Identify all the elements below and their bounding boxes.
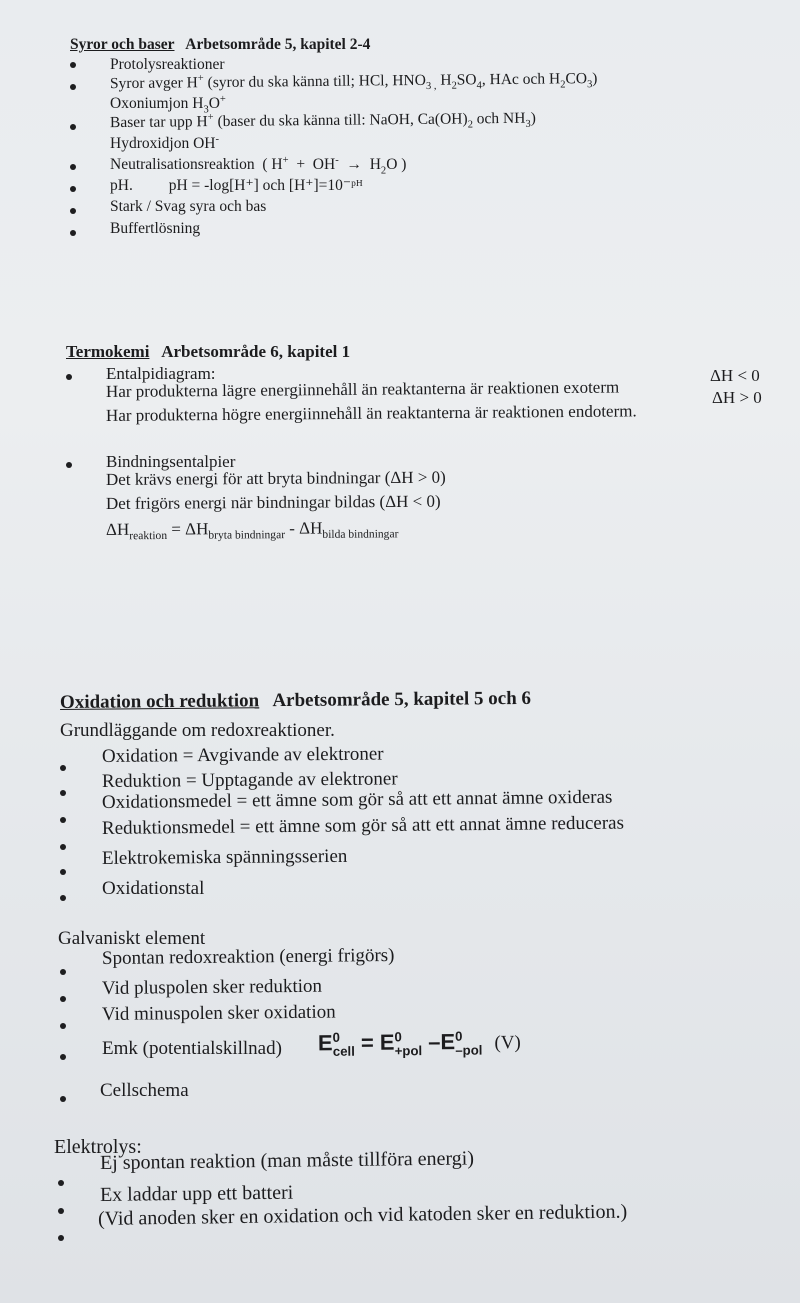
bullet xyxy=(70,164,76,170)
list-item: Vid minuspolen sker oxidation xyxy=(101,1001,336,1025)
list-item: Bindningsentalpier xyxy=(106,452,236,471)
ph-formula: pH = -log[H⁺] och [H⁺]=10⁻ᵖᴴ xyxy=(168,177,363,194)
list-item: Reduktionsmedel = ett ämne som gör så att ett annat ämne reduceras xyxy=(101,812,625,839)
bullet xyxy=(70,62,76,68)
list-item: Oxoniumjon $H_3O^+$ xyxy=(110,94,226,116)
section-heading-acids-bases xyxy=(70,36,370,54)
bullet xyxy=(60,869,66,875)
bullet xyxy=(60,765,66,771)
bullet xyxy=(60,969,66,975)
bullet xyxy=(60,817,66,823)
section-heading-redox xyxy=(60,688,531,714)
list-item: Ej spontan reaktion (man måste tillföra energi) xyxy=(99,1147,475,1174)
bullet xyxy=(70,84,76,90)
enthalpy-formula: $\Delta H_{reaktion} = \Delta H_{bryta bindningar} - \Delta H_{bilda bindningar}$ xyxy=(105,518,399,543)
bullet xyxy=(60,895,66,901)
bullet xyxy=(70,230,76,236)
list-item: Cellschema xyxy=(100,1080,189,1101)
list-item: Reduktion = Upptagande av elektroner xyxy=(101,768,398,792)
list-item: Hydroxidjon OH- xyxy=(110,134,219,153)
list-item: pH. pH = -log[H⁺] och [H⁺]=10⁻ᵖᴴ xyxy=(110,177,363,194)
bullet xyxy=(60,996,66,1002)
bullet xyxy=(66,462,72,468)
list-item: Oxidationsmedel = ett ämne som gör så att ett annat ämne oxideras xyxy=(101,786,613,813)
section-heading-thermochem xyxy=(66,342,350,362)
bullet xyxy=(58,1235,64,1241)
bullet xyxy=(60,790,66,796)
list-item: Oxidation = Avgivande av elektroner xyxy=(101,743,384,767)
emk-formula: $E^0_{cell} = E^0_{+pol}$ $-E^0_{-pol}$ (V) xyxy=(317,1028,521,1059)
section-subtitle: Arbetsområde 6, kapitel 1 xyxy=(161,342,351,361)
bullet xyxy=(66,374,72,380)
list-item: Entalpidiagram: xyxy=(106,364,216,383)
section-subtitle: Arbetsområde 5, kapitel 5 och 6 xyxy=(272,687,532,712)
list-item: Baser tar upp H+ (baser du ska känna till: NaOH, $Ca(OH)_2$ och $NH_3$) xyxy=(109,109,536,132)
bullet xyxy=(60,1096,66,1102)
list-item: Ex laddar upp ett batteri xyxy=(99,1181,294,1206)
list-item: (Vid anoden sker en oxidation och vid katoden sker en reduktion.) xyxy=(97,1200,628,1230)
list-item: Protolysreaktioner xyxy=(110,56,225,73)
bullet xyxy=(60,844,66,850)
list-item: Elektrokemiska spänningsserien xyxy=(101,845,348,869)
text-line: Har produkterna högre energiinnehåll än reaktanterna är reaktionen endoterm. xyxy=(105,401,637,425)
list-item: Spontan redoxreaktion (energi frigörs) xyxy=(101,944,395,969)
bullet xyxy=(58,1180,64,1186)
text-line: Det krävs energi för att bryta bindningar (ΔH > 0) xyxy=(105,467,446,489)
section-title: Syror och baser xyxy=(70,36,175,53)
subheading-galvanic: Galvaniskt element xyxy=(58,928,206,949)
delta-h-exo: ΔH < 0 xyxy=(710,366,760,385)
bullet xyxy=(70,208,76,214)
list-item: Buffertlösning xyxy=(110,220,201,237)
bullet xyxy=(60,1023,66,1029)
bullet xyxy=(70,186,76,192)
text-line: Det frigörs energi när bindningar bildas (ΔH < 0) xyxy=(105,491,441,513)
intro-text: Grundläggande om redoxreaktioner. xyxy=(60,720,335,741)
bullet xyxy=(70,124,76,130)
section-title: Termokemi xyxy=(66,342,150,361)
bullet xyxy=(58,1208,64,1214)
bullet xyxy=(60,1054,66,1060)
list-item: Emk (potentialskillnad) xyxy=(102,1038,282,1059)
section-subtitle: Arbetsområde 5, kapitel 2-4 xyxy=(185,36,371,53)
list-item: Vid pluspolen sker reduktion xyxy=(101,975,323,999)
list-item: Stark / Svag syra och bas xyxy=(110,198,267,215)
list-item: Syror avger H+ (syror du ska känna till; HCl, $HNO_{3 ,}$ $H_2SO_4$, HAc och $H_2CO_3$) xyxy=(109,70,598,93)
text-line: Har produkterna lägre energiinnehåll än reaktanterna är reaktionen exoterm xyxy=(105,377,620,401)
list-item: Neutralisationsreaktion ( $H^+ + OH^- \to H_2O$ ) xyxy=(110,155,407,177)
section-title: Oxidation och reduktion xyxy=(59,690,260,713)
delta-h-endo: ΔH > 0 xyxy=(712,388,762,407)
emk-unit: (V) xyxy=(494,1032,521,1054)
list-item: Oxidationstal xyxy=(102,878,205,899)
subheading-electrolysis: Elektrolys: xyxy=(54,1136,142,1158)
